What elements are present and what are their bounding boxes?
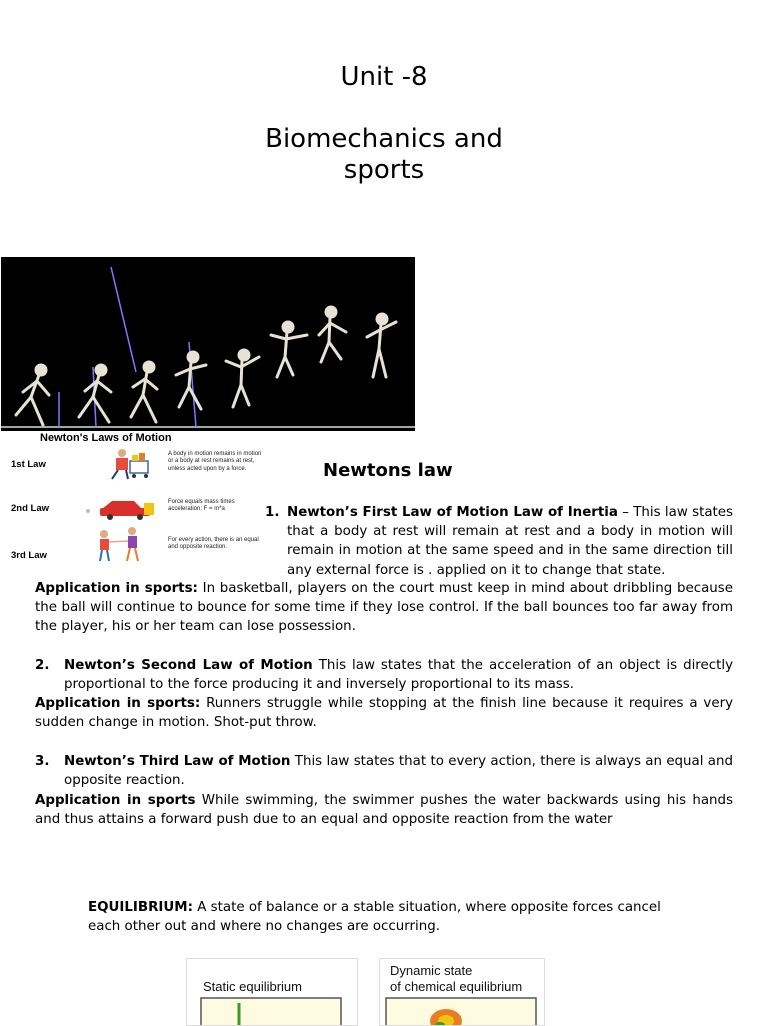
skeleton-motion-image (1, 257, 415, 431)
equilibrium-label: EQUILIBRIUM: (88, 900, 193, 915)
application-text: Runners struggle while stopping at the finish line because it requires a very sudden change in motion. Shot-put throw. (35, 696, 734, 731)
law2-paragraph (64, 656, 733, 694)
dynamic-equilibrium-figure (379, 958, 545, 1026)
law1-paragraph (287, 503, 733, 580)
law-label: 3rd Law (11, 550, 47, 561)
skeleton-figures (1, 257, 415, 431)
newtons-laws-figure (0, 431, 266, 566)
equilibrium-paragraph (88, 898, 688, 936)
law1-title: Newton’s First Law of Motion Law of Inertia (287, 505, 618, 520)
application2-paragraph (35, 694, 733, 732)
dynamic-equilibrium-label-1: Dynamic state (390, 963, 473, 978)
section-heading: Newtons law (323, 460, 453, 481)
application1-paragraph (35, 579, 733, 637)
law-description: Force equals mass times acceleration: F = m*a (168, 499, 235, 513)
application-label: Application in sports: (35, 581, 198, 596)
dynamic-equilibrium-drawing (380, 995, 544, 1025)
application-text: In basketball, players on the court must keep in mind about dribbling because the ball will continue to bounce for some time if they lose control. If the ball bounces too far away from the player, his or her team can lose possession. (35, 581, 733, 635)
page-title-line2: sports (343, 155, 425, 185)
dynamic-equilibrium-label-2: of chemical equilibrium (390, 979, 523, 994)
list-number: 1. (265, 505, 280, 520)
law1-text: – This law states that a body at rest will remain at rest and a body in motion will remain in motion at the same speed and in the same direction till any external force is . applied on it to change that state. (287, 505, 733, 578)
static-equilibrium-figure (186, 958, 358, 1026)
page-title-line1: Biomechanics and (265, 124, 503, 154)
law-description: A body in motion remains in motion or a body at rest remains at rest, unless acted upon by a force. (168, 451, 262, 472)
figure-title: Newton's Laws of Motion (40, 432, 172, 444)
law3-title: Newton’s Third Law of Motion (64, 754, 291, 769)
law-label: 1st Law (11, 459, 46, 470)
law3-text: This law states that to every action, there is always an equal and opposite reaction. (64, 754, 733, 789)
static-equilibrium-drawing (187, 995, 357, 1025)
application-label: Application in sports: (35, 696, 201, 711)
application-label: Application in sports (35, 793, 196, 808)
list-number: 3. (35, 754, 50, 769)
law2-text: This law states that the acceleration of an object is directly proportional to the force producing it and inversely proportional to its mass. (64, 658, 733, 693)
list-number: 2. (35, 658, 50, 673)
application-text: While swimming, the swimmer pushes the water backwards using his hands and thus attains a forward push due to an equal and opposite reaction from the water (35, 793, 733, 828)
equilibrium-text: A state of balance or a stable situation, where opposite forces cancel each other out and where no changes are occurring. (88, 900, 661, 935)
unit-title: Unit -8 (340, 62, 428, 92)
application3-paragraph (35, 791, 733, 829)
static-equilibrium-label: Static equilibrium (203, 979, 302, 994)
law2-title: Newton’s Second Law of Motion (64, 658, 313, 673)
law-label: 2nd Law (11, 503, 50, 514)
law3-paragraph (64, 752, 733, 790)
law-illustrations (82, 431, 162, 566)
law-description: For every action, there is an equal and opposite reaction. (168, 537, 259, 551)
